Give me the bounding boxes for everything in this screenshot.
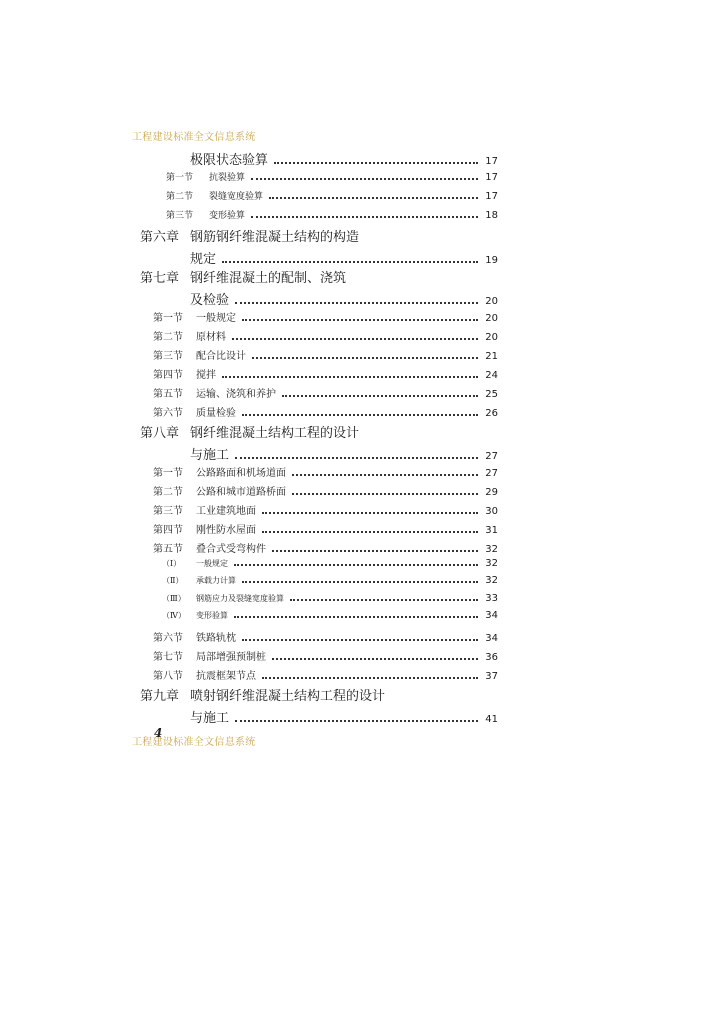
toc-page: 21: [485, 351, 498, 362]
toc-title: 承载力计算: [196, 576, 236, 585]
toc-page: 24: [485, 370, 498, 381]
toc-label: （Ⅳ）: [162, 611, 186, 620]
toc-page: 29: [485, 487, 498, 498]
toc-entry: [153, 309, 498, 324]
toc-entry: [166, 189, 498, 202]
toc-chapter-heading: [140, 685, 385, 704]
toc-page: 27: [485, 468, 498, 479]
toc-title: 与施工: [190, 448, 230, 463]
toc-entry: [153, 667, 498, 682]
toc-title: 局部增强预制桩: [196, 652, 266, 663]
toc-label: 第一节: [166, 173, 194, 183]
toc-leader: [252, 357, 478, 359]
toc-page: 17: [485, 156, 498, 167]
toc-title: 极限状态验算: [190, 153, 269, 168]
toc-entry: [162, 610, 498, 621]
toc-title: 规定: [190, 252, 217, 267]
toc-title: 裂缝宽度验算: [209, 192, 264, 202]
toc-title: 一般规定: [196, 313, 236, 324]
toc-label: 第三节: [166, 211, 194, 221]
page-number: 4: [154, 726, 163, 740]
toc-title: 钢纤维混凝土结构工程的设计: [190, 426, 360, 441]
toc-page: 27: [485, 451, 498, 462]
toc-page: 41: [485, 714, 498, 725]
toc-entry: [153, 347, 498, 362]
toc-entry: [153, 385, 498, 400]
toc-entry: [190, 289, 498, 308]
toc-title: 变形验算: [209, 211, 246, 221]
toc-page: 25: [485, 389, 498, 400]
toc-chapter-heading: [140, 422, 359, 441]
toc-leader: [262, 512, 478, 514]
toc-label: 第一节: [153, 468, 183, 479]
toc-label: 第三节: [153, 351, 183, 362]
toc-title: 一般规定: [196, 559, 228, 568]
toc-leader: [269, 197, 478, 199]
toc-leader: [272, 658, 478, 660]
toc-entry: [162, 593, 498, 604]
toc-entry: [153, 366, 498, 381]
toc-page: 30: [485, 506, 498, 517]
toc-leader: [292, 474, 478, 476]
toc-leader: [234, 616, 478, 618]
toc-page: 20: [485, 332, 498, 343]
toc-label: 第六章: [140, 230, 180, 245]
toc-title: 变形验算: [196, 611, 228, 620]
toc-entry: [153, 648, 498, 663]
toc-leader: [222, 261, 478, 263]
toc-leader: [232, 338, 478, 340]
toc-title: 及检验: [190, 293, 230, 308]
toc-title: 公路路面和机场道面: [196, 468, 286, 479]
toc-entry: [153, 404, 498, 419]
toc-label: 第四节: [153, 370, 183, 381]
toc-title: 原材料: [196, 332, 226, 343]
toc-title: 喷射钢纤维混凝土结构工程的设计: [190, 689, 386, 704]
toc-leader: [251, 216, 478, 218]
toc-label: 第六节: [153, 408, 183, 419]
toc-label: 第五节: [153, 544, 183, 555]
toc-label: 第三节: [153, 506, 183, 517]
toc-title: 运输、浇筑和养护: [196, 389, 276, 400]
toc-page: 37: [485, 671, 498, 682]
toc-chapter-heading: [140, 226, 359, 245]
toc-page: 18: [485, 210, 498, 221]
toc-page: 31: [485, 525, 498, 536]
toc-label: 第二节: [166, 192, 194, 202]
toc-label: 第九章: [140, 689, 180, 704]
toc-entry: [153, 502, 498, 517]
toc-title: 钢纤维混凝土的配制、浇筑: [190, 271, 347, 286]
toc-label: 第八节: [153, 671, 183, 682]
toc-label: 第七节: [153, 652, 183, 663]
toc-page: 32: [485, 558, 498, 569]
toc-label: 第一节: [153, 313, 183, 324]
toc-label: 第七章: [140, 271, 180, 286]
toc-leader: [290, 599, 478, 601]
toc-leader: [242, 581, 478, 583]
watermark-bottom: 工程建设标准全文信息系统: [132, 737, 256, 748]
toc-entry: [153, 540, 498, 555]
toc-title: 与施工: [190, 711, 230, 726]
toc-label: 第二节: [153, 332, 183, 343]
toc-leader: [234, 564, 478, 566]
toc-title: 抗裂验算: [209, 173, 246, 183]
toc-page: 17: [485, 172, 498, 183]
toc-page: 19: [485, 255, 498, 266]
toc-title: 钢筋钢纤维混凝土结构的构造: [190, 230, 360, 245]
toc-entry: [190, 248, 498, 267]
toc-page: 36: [485, 652, 498, 663]
toc-page: 26: [485, 408, 498, 419]
toc-page: 34: [485, 610, 498, 621]
toc-chapter-heading: [140, 267, 346, 286]
toc-title: 配合比设计: [196, 351, 246, 362]
toc-page: 17: [485, 191, 498, 202]
toc-leader: [274, 162, 478, 164]
toc-leader: [272, 550, 478, 552]
toc-title: 刚性防水屋面: [196, 525, 256, 536]
toc-title: 铁路轨枕: [196, 633, 236, 644]
toc-entry: [190, 444, 498, 463]
toc-leader: [235, 302, 478, 304]
toc-title: 质量检验: [196, 408, 236, 419]
toc-page: 33: [485, 593, 498, 604]
toc-leader: [242, 319, 478, 321]
toc-page: 20: [485, 296, 498, 307]
toc-title: 抗震框架节点: [196, 671, 256, 682]
toc-entry: [166, 170, 498, 183]
toc-title: 工业建筑地面: [196, 506, 256, 517]
toc-entry: [153, 328, 498, 343]
toc-entry: [153, 629, 498, 644]
toc-leader: [222, 376, 478, 378]
toc-entry: [153, 521, 498, 536]
toc-entry: [162, 558, 498, 569]
toc-page: 34: [485, 633, 498, 644]
toc-label: （Ⅱ）: [162, 576, 184, 585]
toc-leader: [235, 457, 478, 459]
toc-leader: [262, 531, 478, 533]
toc-leader: [242, 639, 478, 641]
toc-label: （Ⅲ）: [162, 594, 186, 603]
toc-entry: [153, 464, 498, 479]
toc-label: 第四节: [153, 525, 183, 536]
toc-label: 第五节: [153, 389, 183, 400]
toc-page: 20: [485, 313, 498, 324]
toc-leader: [282, 395, 478, 397]
toc-entry: [166, 208, 498, 221]
toc-leader: [262, 677, 478, 679]
toc-entry: [153, 483, 498, 498]
toc-label: 第六节: [153, 633, 183, 644]
toc-entry: [190, 149, 498, 168]
toc-entry: [190, 707, 498, 726]
toc-page: 32: [485, 544, 498, 555]
toc-leader: [235, 720, 478, 722]
toc-label: 第八章: [140, 426, 180, 441]
toc-label: （Ⅰ）: [162, 559, 182, 568]
toc-leader: [292, 493, 478, 495]
toc-leader: [242, 414, 478, 416]
watermark-top: 工程建设标准全文信息系统: [132, 132, 256, 143]
toc-title: 搅拌: [196, 370, 216, 381]
toc-label: 第二节: [153, 487, 183, 498]
toc-title: 叠合式受弯构件: [196, 544, 266, 555]
toc-title: 钢筋应力及裂缝宽度验算: [196, 594, 284, 603]
toc-page: 32: [485, 575, 498, 586]
toc-leader: [251, 178, 478, 180]
toc-entry: [162, 575, 498, 586]
toc-title: 公路和城市道路桥面: [196, 487, 286, 498]
